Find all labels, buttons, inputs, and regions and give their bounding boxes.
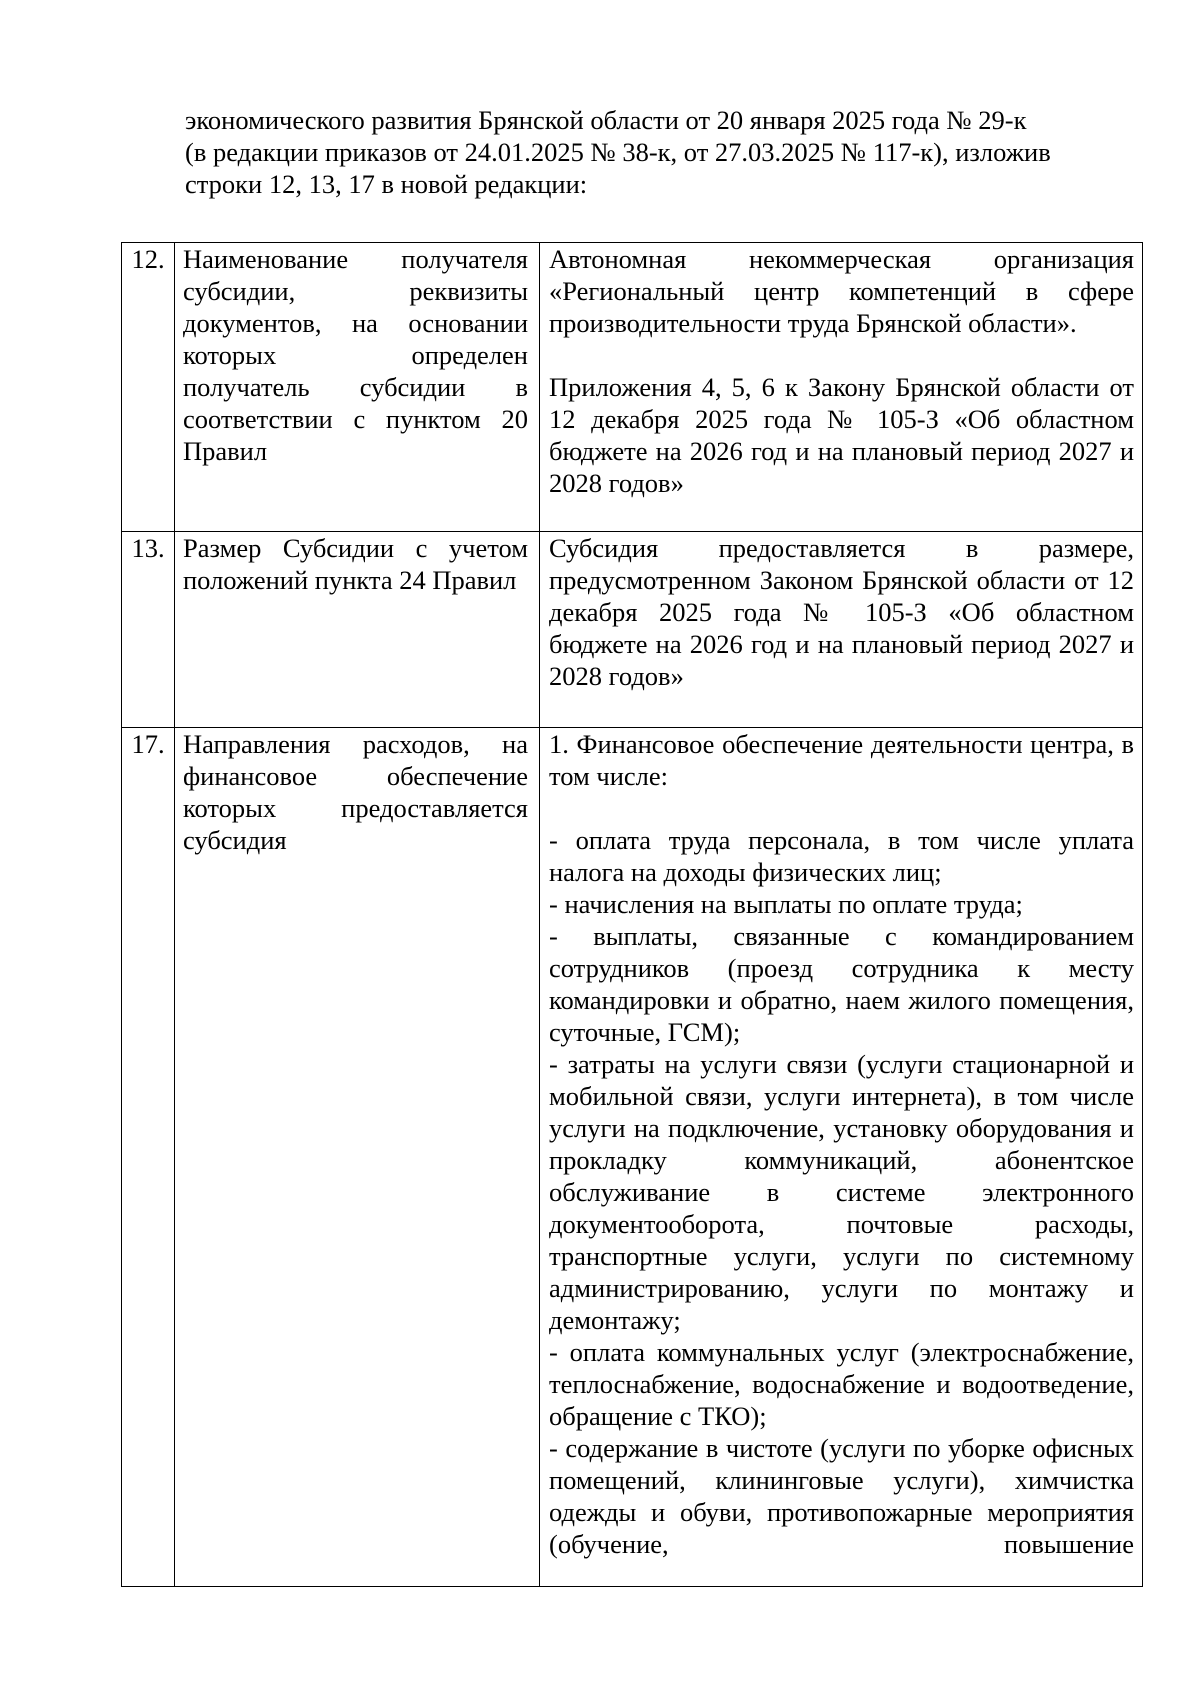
list-item: - выплаты, связанные с командированием сотрудников (проезд сотрудника к месту командировки и обратно, наем жилого помещения, суточные, ГСМ); bbox=[549, 921, 1134, 1047]
list-item: - оплата коммунальных услуг (электроснабжение, теплоснабжение, водоснабжение и водоотведение, обращение с ТКО); bbox=[549, 1337, 1134, 1431]
row-name-cell bbox=[175, 728, 540, 1587]
row-number-cell bbox=[122, 243, 175, 532]
row-name-cell bbox=[175, 532, 540, 728]
intro-line: строки 12, 13, 17 в новой редакции: bbox=[185, 169, 588, 199]
table-row bbox=[122, 728, 1143, 1587]
row-name: Направления расходов, на финансовое обеспечение которых предоставляется субсидия bbox=[183, 729, 528, 855]
row-desc-paragraph: Автономная некоммерческая организация «Региональный центр компетенций в сфере производительности труда Брянской области». bbox=[549, 244, 1134, 338]
row-name: Размер Субсидии с учетом положений пункта 24 Правил bbox=[183, 533, 528, 595]
table-row bbox=[122, 243, 1143, 532]
row-desc-cell bbox=[540, 243, 1143, 532]
row-desc-cell bbox=[540, 728, 1143, 1587]
row-desc-paragraph: 1. Финансовое обеспечение деятельности центра, в том числе: bbox=[549, 729, 1134, 791]
row-name-cell bbox=[175, 243, 540, 532]
intro-line: экономического развития Брянской области от 20 января 2025 года № 29-к bbox=[185, 105, 1027, 135]
list-item: - оплата труда персонала, в том числе уплата налога на доходы физических лиц; bbox=[549, 825, 1134, 887]
subsidy-table bbox=[121, 242, 1143, 1587]
row-number-cell bbox=[122, 532, 175, 728]
row-desc-cell bbox=[540, 532, 1143, 728]
list-item: - затраты на услуги связи (услуги стационарной и мобильной связи, услуги интернета), в том числе услуги на подключение, установку оборудования и прокладку коммуникаций, абонентское обслуживание в системе электронного документооборота, почтовые расходы, транспортные услуги, услуги по системному администрированию, услуги по монтажу и демонтажу; bbox=[549, 1049, 1134, 1335]
list-item: - начисления на выплаты по оплате труда; bbox=[549, 889, 1023, 919]
row-number: 13. bbox=[131, 533, 165, 563]
row-desc-paragraph: Приложения 4, 5, 6 к Закону Брянской области от 12 декабря 2025 года № 105-З «Об областном бюджете на 2026 год и на плановый период 2027 и 2028 годов» bbox=[549, 372, 1134, 498]
row-desc-paragraph: Субсидия предоставляется в размере, предусмотренном Законом Брянской области от 12 декабря 2025 года № 105-З «Об областном бюджете на 2026 год и на плановый период 2027 и 2028 годов» bbox=[549, 533, 1134, 691]
row-number: 17. bbox=[131, 729, 165, 759]
intro-paragraph bbox=[185, 104, 1135, 200]
intro-line: (в редакции приказов от 24.01.2025 № 38-к, от 27.03.2025 № 117-к), изложив bbox=[185, 137, 1051, 167]
row-name: Наименование получателя субсидии, реквизиты документов, на основании которых определен получатель субсидии в соответствии с пунктом 20 Правил bbox=[183, 244, 528, 466]
list-item: - содержание в чистоте (услуги по уборке офисных помещений, клининговые услуги), химчистка одежды и обуви, противопожарные мероприятия (обучение, повышение bbox=[549, 1433, 1134, 1559]
table-row bbox=[122, 532, 1143, 728]
row-number-cell bbox=[122, 728, 175, 1587]
row-number: 12. bbox=[131, 244, 165, 274]
